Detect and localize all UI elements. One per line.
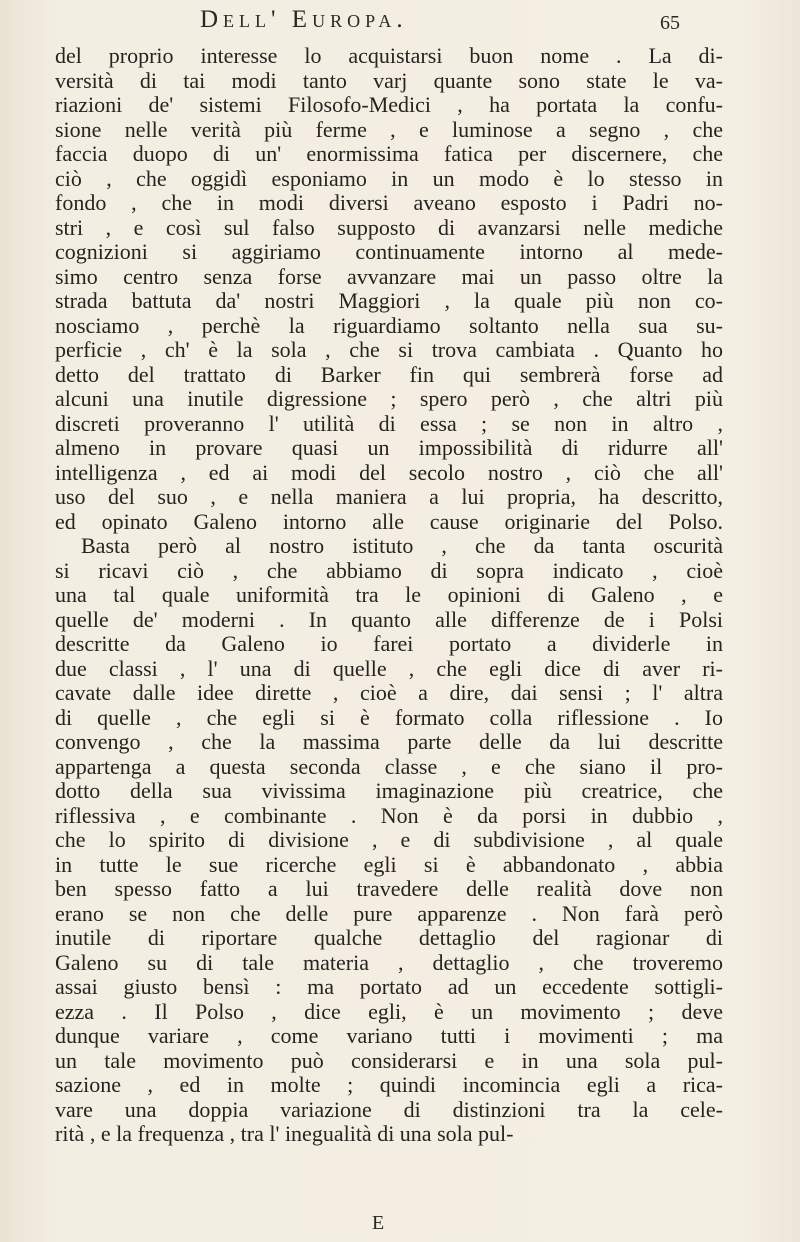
text-line: nosciamo , perchè la riguardiamo soltanto nella sua su-	[55, 313, 723, 338]
text-line: Galeno su di tale materia , dettaglio , che troveremo	[55, 950, 723, 975]
text-line: sione nelle verità più ferme , e luminose a segno , che	[55, 117, 723, 142]
text-line: assai giusto bensì : ma portato ad un eccedente sottigli-	[55, 975, 723, 999]
text-line: un tale movimento può considerarsi e in una sola pul-	[55, 1048, 723, 1073]
signature-mark: E	[372, 1212, 385, 1234]
text-line: stri , e così sul falso supposto di avanzarsi nelle mediche	[55, 215, 723, 240]
text-line: ed opinato Galeno intorno alle cause originarie del Polso.	[55, 509, 723, 534]
text-line: riazioni de' sistemi Filosofo-Medici , ha portata la confu-	[55, 93, 723, 117]
text-line: di quelle , che egli si è formato colla riflessione . Io	[55, 705, 723, 730]
text-line: si ricavi ciò , che abbiamo di sopra indicato , cioè	[55, 558, 723, 583]
text-line: descritte da Galeno io farei portato a dividerle in	[55, 632, 723, 656]
text-line: strada battuta da' nostri Maggiori , la quale più non co-	[55, 289, 723, 313]
text-line: detto del trattato di Barker fin qui sembrerà forse ad	[55, 362, 723, 387]
page-header	[200, 6, 680, 42]
text-line: inutile di riportare qualche dettaglio del ragionar di	[55, 926, 723, 950]
text-line: dunque variare , come variano tutti i movimenti ; ma	[55, 1024, 723, 1048]
text-line: cavate dalle idee dirette , cioè a dire, dai sensi ; l' altra	[55, 681, 723, 705]
text-line: erano se non che delle pure apparenze . Non farà però	[55, 901, 723, 926]
text-line: convengo , che la massima parte delle da lui descritte	[55, 730, 723, 754]
page-number: 65	[660, 12, 680, 34]
text-line: perficie , ch' è la sola , che si trova cambiata . Quanto ho	[55, 338, 723, 362]
text-line: ezza . Il Polso , dice egli, è un movimento ; deve	[55, 999, 723, 1024]
text-line: sazione , ed in molte ; quindi incomincia egli a rica-	[55, 1073, 723, 1097]
text-line: uso del suo , e nella maniera a lui propria, ha descritto,	[55, 485, 723, 509]
text-line: ciò , che oggidì esponiamo in un modo è lo stesso in	[55, 166, 723, 191]
text-line: simo centro senza forse avvanzare mai un passo oltre la	[55, 264, 723, 289]
text-line: Basta però al nostro istituto , che da tanta oscurità	[81, 534, 723, 558]
text-line: ben spesso fatto a lui travedere delle realità dove non	[55, 877, 723, 901]
text-line: riflessiva , e combinante . Non è da porsi in dubbio ,	[55, 803, 723, 828]
text-line: quelle de' moderni . In quanto alle differenze de i Polsi	[55, 607, 723, 632]
text-line: che lo spirito di divisione , e di subdivisione , al quale	[55, 828, 723, 852]
text-line: rità , e la frequenza , tra l' inegualità di una sola pul-	[55, 1122, 514, 1146]
text-line: in tutte le sue ricerche egli si è abbandonato , abbia	[55, 852, 723, 877]
text-line: faccia duopo di un' enormissima fatica per discernere, che	[55, 142, 723, 166]
text-line: due classi , l' una di quelle , che egli dice di aver ri-	[55, 656, 723, 681]
text-line: cognizioni si aggiriamo continuamente intorno al mede-	[55, 240, 723, 264]
text-line: vare una doppia variazione di distinzioni tra la cele-	[55, 1097, 723, 1122]
text-line: alcuni una inutile digressione ; spero però , che altri più	[55, 387, 723, 411]
text-line: almeno in provare quasi un impossibilità di ridurre all'	[55, 436, 723, 460]
running-head: Dell' Europa.	[200, 6, 408, 33]
text-line: discreti proveranno l' utilità di essa ; se non in altro ,	[55, 411, 723, 436]
body-text	[55, 44, 723, 1147]
text-line: fondo , che in modi diversi aveano esposto i Padri no-	[55, 191, 723, 215]
text-line: una tal quale uniformità tra le opinioni di Galeno , e	[55, 583, 723, 607]
text-line: versità di tai modi tanto varj quante sono state le va-	[55, 68, 723, 93]
text-line: dotto della sua vivissima imaginazione più creatrice, che	[55, 779, 723, 803]
text-line: appartenga a questa seconda classe , e che siano il pro-	[55, 754, 723, 779]
text-line: intelligenza , ed ai modi del secolo nostro , ciò che all'	[55, 460, 723, 485]
text-line: del proprio interesse lo acquistarsi buon nome . La di-	[55, 44, 723, 68]
